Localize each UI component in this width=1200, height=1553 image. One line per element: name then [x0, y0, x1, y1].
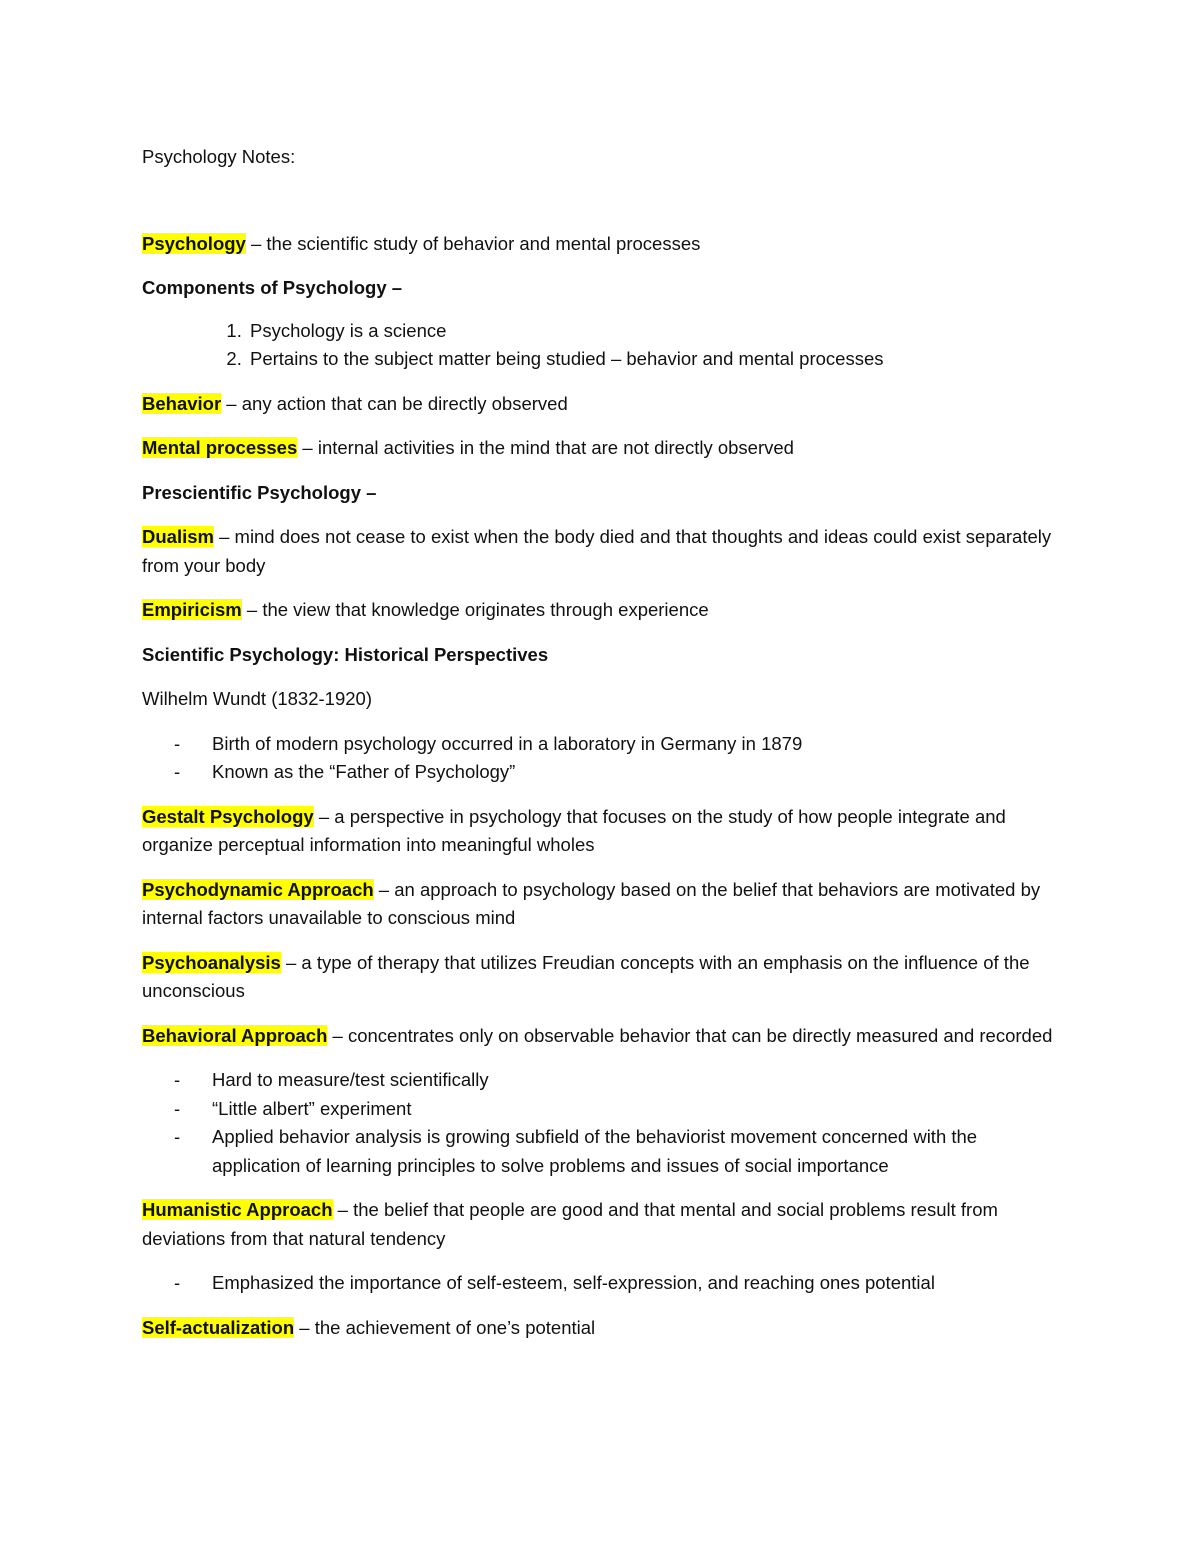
definition-mental-processes	[142, 434, 1060, 463]
components-list	[142, 317, 1060, 374]
term-psychology: Psychology	[142, 232, 246, 254]
definition-behavioral	[142, 1022, 1060, 1051]
term-behavioral: Behavioral Approach	[142, 1024, 328, 1046]
definition-psychology	[142, 230, 1060, 259]
list-item: - “Little albert” experiment	[212, 1095, 1060, 1124]
term-dualism: Dualism	[142, 526, 214, 547]
definition-text: – the belief that people are good and that mental and social problems result from deviations from that natural tendency	[142, 1199, 998, 1249]
list-item: 2. Pertains to the subject matter being studied – behavior and mental processes	[247, 345, 1060, 374]
wundt-name: Wilhelm Wundt (1832-1920)	[142, 688, 372, 709]
definition-text: – the scientific study of behavior and mental processes	[245, 232, 701, 254]
list-item: - Emphasized the importance of self-esteem, self-expression, and reaching ones potential	[212, 1269, 1060, 1298]
definition-psychoanalysis	[142, 949, 1060, 1006]
definition-humanistic	[142, 1196, 1060, 1253]
list-item: - Hard to measure/test scientifically	[212, 1066, 1060, 1095]
term-humanistic: Humanistic Approach	[142, 1199, 333, 1220]
definition-text: – internal activities in the mind that are not directly observed	[297, 437, 794, 458]
list-item: - Birth of modern psychology occurred in a laboratory in Germany in 1879	[212, 730, 1060, 759]
term-gestalt: Gestalt Psychology	[142, 805, 314, 827]
behavioral-list	[142, 1066, 1060, 1180]
definition-empiricism	[142, 596, 1060, 625]
definition-text: – the view that knowledge originates through experience	[241, 599, 709, 620]
definition-dualism	[142, 523, 1060, 580]
definition-text: – mind does not cease to exist when the body died and that thoughts and ideas could exist separately from your body	[142, 526, 1052, 576]
heading-scientific: Scientific Psychology: Historical Perspectives	[142, 643, 549, 665]
definition-gestalt	[142, 803, 1060, 860]
definition-text: – a type of therapy that utilizes Freudian concepts with an emphasis on the influence of the unconscious	[142, 951, 1030, 1001]
heading-prescientific: Prescientific Psychology –	[142, 481, 377, 503]
term-self-actualization: Self-actualization	[142, 1316, 295, 1338]
definition-psychodynamic	[142, 876, 1060, 933]
list-item: - Known as the “Father of Psychology”	[212, 758, 1060, 787]
list-item: 1. Psychology is a science	[247, 317, 1060, 346]
definition-text: – an approach to psychology based on the belief that behaviors are motivated by internal factors unavailable to conscious mind	[142, 878, 1041, 928]
definition-text: – concentrates only on observable behavior that can be directly measured and recorded	[327, 1024, 1053, 1046]
term-psychodynamic: Psychodynamic Approach	[142, 878, 374, 900]
definition-text: – a perspective in psychology that focuses on the study of how people integrate and organize perceptual information into meaningful wholes	[142, 805, 1006, 855]
definition-text: – the achievement of one’s potential	[294, 1316, 596, 1338]
page-title: Psychology Notes:	[142, 146, 296, 167]
term-psychoanalysis: Psychoanalysis	[142, 951, 281, 973]
definition-self-actualization	[142, 1314, 1060, 1343]
definition-behavior	[142, 390, 1060, 419]
term-empiricism: Empiricism	[142, 599, 242, 620]
list-item: - Applied behavior analysis is growing subfield of the behaviorist movement concerned with the application of learning principles to solve problems and issues of social importance	[212, 1123, 1060, 1180]
wundt-list	[142, 730, 1060, 787]
heading-components: Components of Psychology –	[142, 277, 403, 298]
humanistic-list	[142, 1269, 1060, 1298]
term-mental-processes: Mental processes	[142, 437, 298, 458]
definition-text: – any action that can be directly observed	[221, 392, 568, 414]
term-behavior: Behavior	[142, 392, 222, 414]
